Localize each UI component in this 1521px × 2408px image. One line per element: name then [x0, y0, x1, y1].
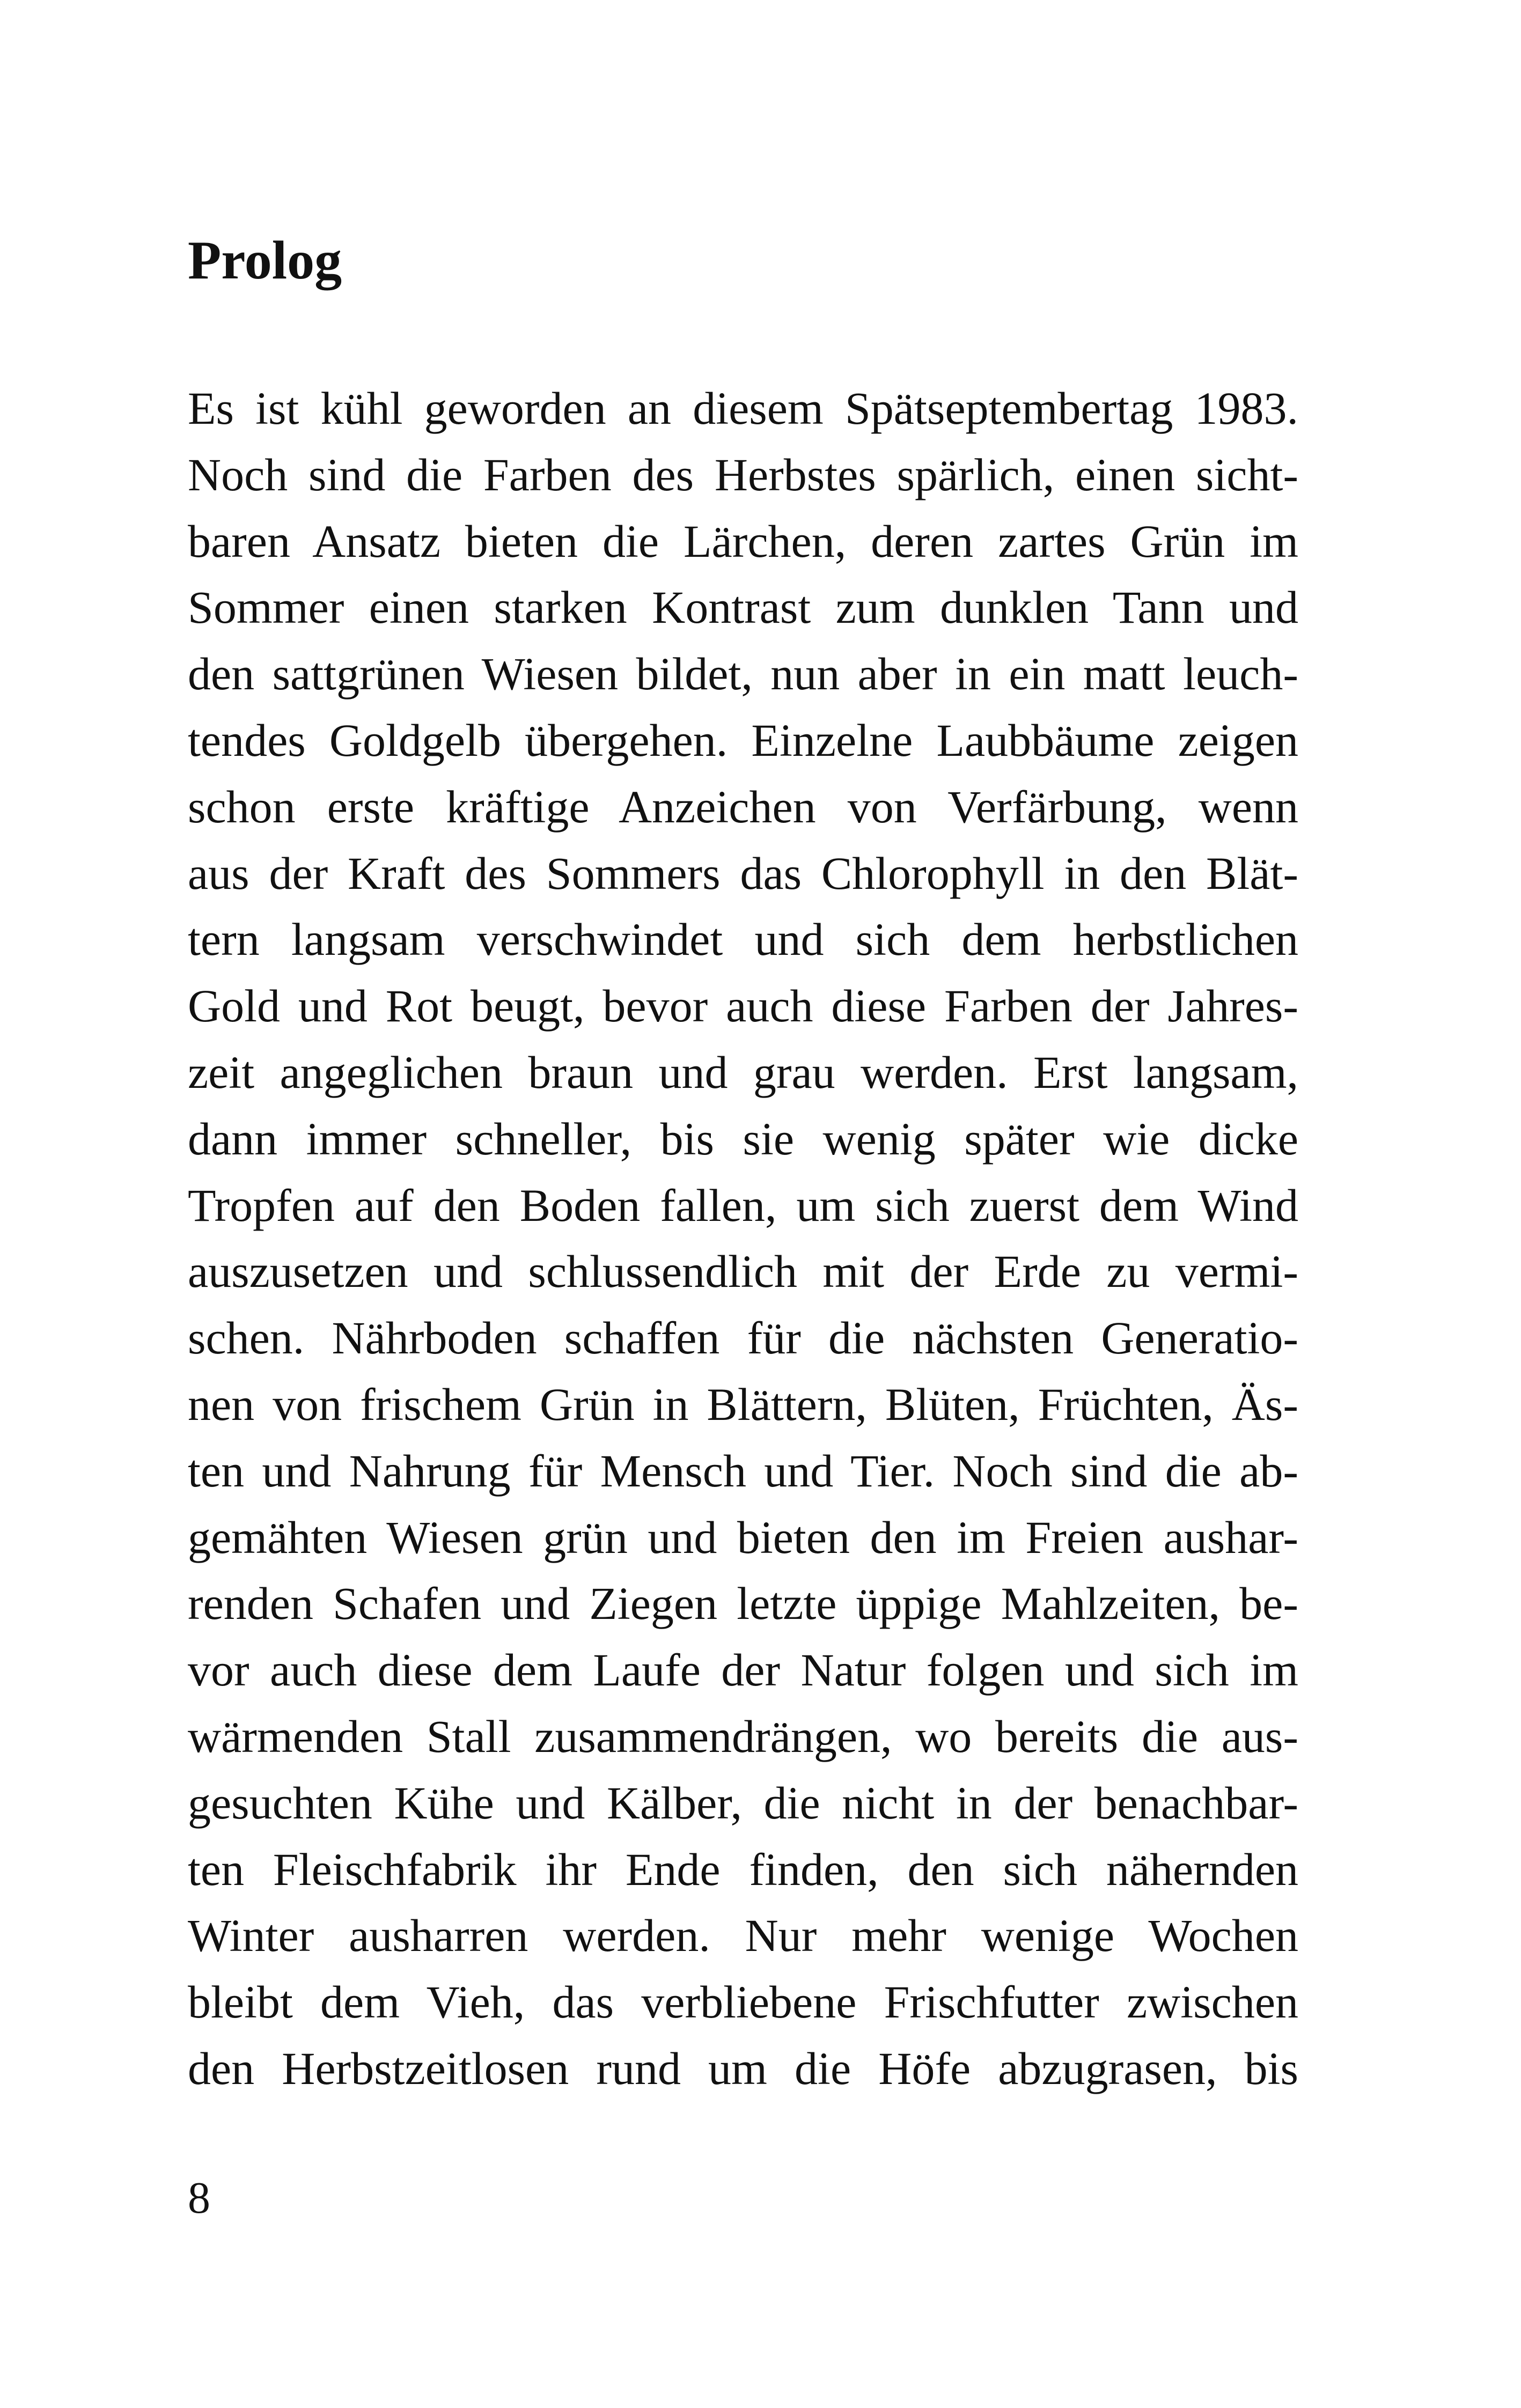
text-line: Noch sind die Farben des Herbstes spärlich, einen sicht-: [188, 448, 1298, 500]
text-line: den Herbstzeitlosen rund um die Höfe abzugrasen, bis: [188, 2042, 1298, 2094]
text-line: bleibt dem Vieh, das verbliebene Frischfutter zwischen: [188, 1976, 1298, 2028]
text-line: Sommer einen starken Kontrast zum dunklen Tann und: [188, 581, 1298, 634]
text-line: den sattgrünen Wiesen bildet, nun aber in ein matt leuch-: [188, 648, 1298, 700]
text-line: baren Ansatz bieten die Lärchen, deren zartes Grün im: [188, 515, 1298, 567]
text-line: Tropfen auf den Boden fallen, um sich zuerst dem Wind: [188, 1179, 1298, 1231]
text-line: renden Schafen und Ziegen letzte üppige Mahlzeiten, be-: [188, 1578, 1298, 1630]
text-line: tendes Goldgelb übergehen. Einzelne Laubbäume zeigen: [188, 714, 1298, 766]
text-line: dann immer schneller, bis sie wenig später wie dicke: [188, 1113, 1298, 1165]
text-line: ten und Nahrung für Mensch und Tier. Noch sind die ab-: [188, 1445, 1298, 1497]
text-line: ten Fleischfabrik ihr Ende finden, den sich nähernden: [188, 1843, 1298, 1895]
text-line: wärmenden Stall zusammendrängen, wo bereits die aus-: [188, 1710, 1298, 1762]
body-paragraph: [188, 375, 1298, 2102]
text-line: gemähten Wiesen grün und bieten den im Freien aushar-: [188, 1511, 1298, 1563]
text-line: schon erste kräftige Anzeichen von Verfärbung, wenn: [188, 780, 1298, 833]
text-line: Es ist kühl geworden an diesem Spätseptembertag 1983.: [188, 382, 1298, 434]
text-line: tern langsam verschwindet und sich dem herbstlichen: [188, 914, 1298, 966]
page-number: 8: [188, 2173, 210, 2223]
text-line: gesuchten Kühe und Kälber, die nicht in der benachbar-: [188, 1777, 1298, 1829]
text-line: nen von frischem Grün in Blättern, Blüten, Früchten, Äs-: [188, 1378, 1298, 1430]
text-line: aus der Kraft des Sommers das Chlorophyll in den Blät-: [188, 847, 1298, 899]
chapter-heading: Prolog: [188, 230, 342, 291]
text-line: Winter ausharren werden. Nur mehr wenige Wochen: [188, 1910, 1298, 1962]
text-line: auszusetzen und schlussendlich mit der Erde zu vermi-: [188, 1246, 1298, 1298]
text-line: vor auch diese dem Laufe der Natur folgen und sich im: [188, 1644, 1298, 1696]
text-line: zeit angeglichen braun und grau werden. Erst langsam,: [188, 1046, 1298, 1098]
text-line: schen. Nährboden schaffen für die nächsten Generatio-: [188, 1312, 1298, 1364]
text-line: Gold und Rot beugt, bevor auch diese Farben der Jahres-: [188, 980, 1298, 1032]
